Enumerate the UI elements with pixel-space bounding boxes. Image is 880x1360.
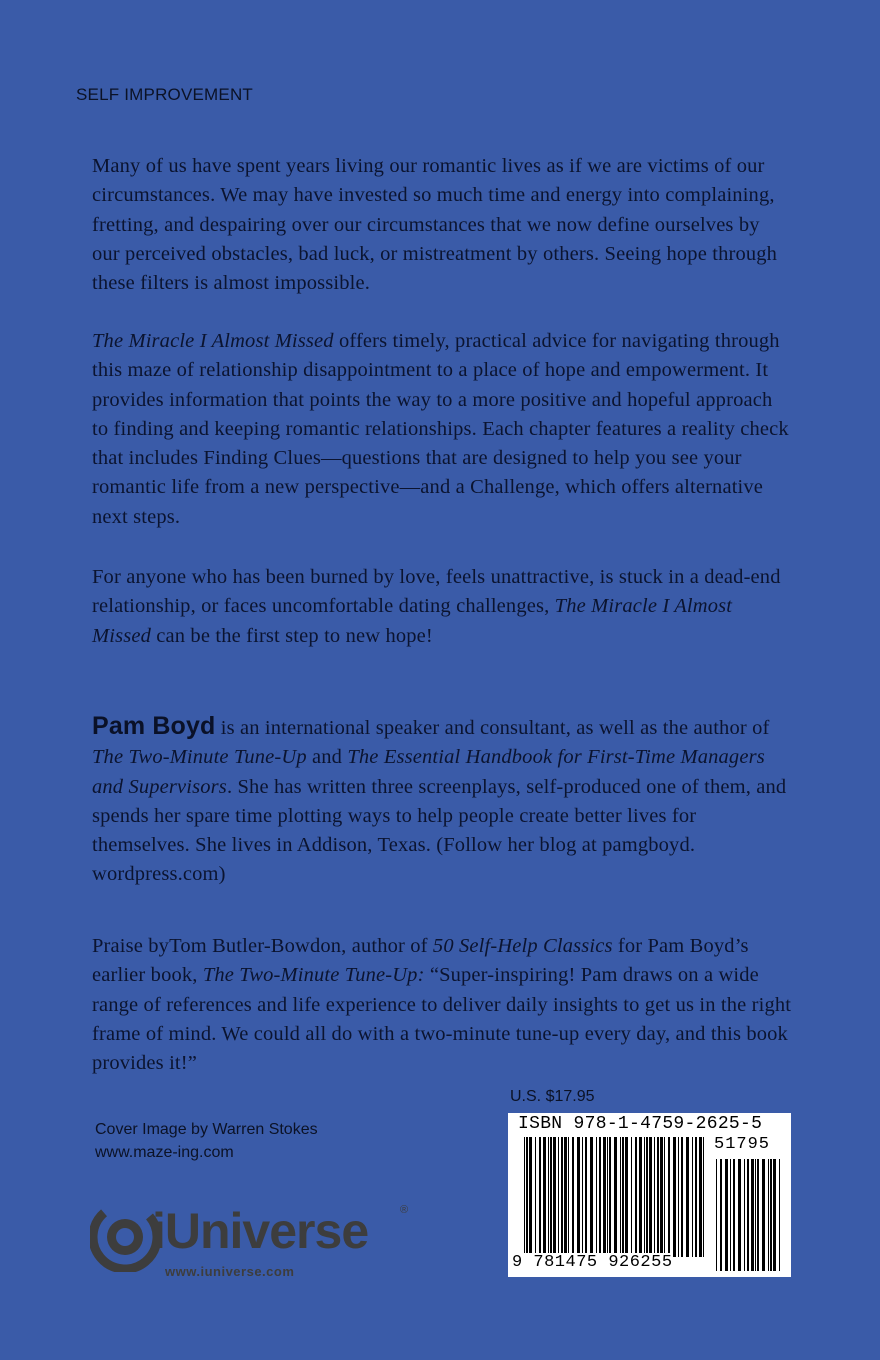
- barcode-bar: [733, 1159, 735, 1271]
- barcode-bar: [625, 1137, 628, 1257]
- cover-credit-url: www.maze-ing.com: [95, 1144, 234, 1161]
- barcode-bar: [590, 1137, 593, 1257]
- praise-book-1: 50 Self-Help Classics: [432, 935, 613, 957]
- bio-book-1: The Two-Minute Tune-Up: [92, 746, 307, 769]
- blurb-paragraph-1: Many of us have spent years living our romantic lives as if we are victims of our circumstances. We may have invested so much time and energy into complaining, fretting, and despairing over our circumstances that we now define ourselves by our perceived obstacles, bad luck, or mistreatment by others. Seeing hope through these filters is almost impossible.: [92, 155, 778, 295]
- registered-mark: ®: [400, 1204, 409, 1216]
- barcode-bar: [678, 1137, 679, 1257]
- barcode-bar: [757, 1159, 759, 1271]
- barcode-bar: [692, 1137, 693, 1257]
- barcode-bar: [649, 1137, 652, 1257]
- barcode-bar: [773, 1159, 776, 1271]
- barcode-bar: [725, 1159, 728, 1271]
- barcode-bar: [535, 1137, 536, 1257]
- barcode-bar: [550, 1137, 552, 1257]
- isbn-barcode: [508, 1113, 791, 1277]
- barcode-bar: [543, 1137, 546, 1257]
- bio-book-2: The Essential Handbook for First-Time Managers and Supervisors: [92, 746, 765, 798]
- addon-barcode-bars: [716, 1159, 784, 1271]
- barcode-bar: [751, 1159, 754, 1271]
- barcode-bar: [768, 1159, 769, 1271]
- barcode-bar: [596, 1137, 597, 1257]
- barcode-bar: [686, 1137, 689, 1257]
- barcode-bar: [770, 1159, 772, 1271]
- barcode-bar: [716, 1159, 717, 1271]
- isbn-number: ISBN 978-1-4759-2625-5: [518, 1114, 763, 1134]
- barcode-bar: [699, 1137, 702, 1257]
- blurb-paragraph-2: [92, 327, 792, 532]
- barcode-bar: [738, 1159, 741, 1271]
- cover-credit: [95, 1118, 318, 1164]
- bio-text: is an international speaker and consultant, as well as the author of: [215, 717, 770, 739]
- barcode-bar: [664, 1137, 665, 1257]
- ean-digits: 9 781475 926255: [512, 1253, 673, 1272]
- barcode-bar: [526, 1137, 528, 1257]
- bio-text: and: [306, 746, 348, 769]
- barcode-bar: [609, 1137, 611, 1257]
- praise-book-2: The Two-Minute Tune-Up:: [202, 964, 425, 987]
- barcode-bar: [644, 1137, 645, 1257]
- bio-text: . She has written three screenplays, self-produced one of them, and spends her spare time plotting ways to help people create better lives for themselves. She lives in Addison, Texas. (Follow her blog at pamgboyd. wordpress.com): [92, 775, 787, 886]
- barcode-bar: [539, 1137, 541, 1257]
- barcode-bar: [730, 1159, 731, 1271]
- blurb-text: For anyone who has been burned by love, feels unattractive, is stuck in a dead-end relationship, or faces uncomfortable dating challenges,: [92, 566, 781, 618]
- barcode-bar: [558, 1137, 559, 1257]
- price-label: U.S. $17.95: [510, 1088, 595, 1105]
- barcode-bar: [755, 1159, 756, 1271]
- cover-credit-line: Cover Image by Warren Stokes: [95, 1121, 318, 1138]
- ean-barcode-bars: [524, 1137, 704, 1257]
- book-title: The Miracle I Almost Missed: [92, 330, 334, 352]
- barcode-bar: [744, 1159, 745, 1271]
- barcode-bar: [631, 1137, 632, 1257]
- barcode-bar: [572, 1137, 574, 1257]
- barcode-bar: [639, 1137, 642, 1257]
- barcode-bar: [673, 1137, 676, 1257]
- barcode-bar: [646, 1137, 648, 1257]
- barcode-bar: [564, 1137, 567, 1257]
- author-bio: [92, 712, 792, 890]
- blurb-text: offers timely, practical advice for navigating through this maze of relationship disappointment to a place of hope and empowerment. It provides information that points the way to a more positive and hopeful approach to finding and keeping romantic relationships. Each chapter features a reality check that includes Finding Clues—questions that are designed to help you see your romantic life from a new perspective—and a Challenge, which offers alternative next steps.: [92, 330, 789, 528]
- barcode-bar: [568, 1137, 569, 1257]
- blurb-text: can be the first step to new hope!: [150, 624, 433, 647]
- barcode-bar: [607, 1137, 608, 1257]
- addon-digits: 51795: [714, 1135, 771, 1154]
- iuniverse-swirl-icon: [90, 1202, 160, 1272]
- barcode-bar: [622, 1137, 624, 1257]
- category-label: SELF IMPROVEMENT: [76, 85, 254, 104]
- barcode-bar: [660, 1137, 663, 1257]
- praise-quote: [92, 932, 792, 1078]
- barcode-bar: [762, 1159, 765, 1271]
- book-title: The Miracle I Almost Missed: [92, 595, 733, 647]
- publisher-name: iUniverse: [152, 1203, 369, 1259]
- barcode-bar: [561, 1137, 563, 1257]
- barcode-bar: [779, 1159, 780, 1271]
- barcode-bar: [654, 1137, 655, 1257]
- barcode-bar: [720, 1159, 722, 1271]
- praise-text: “Super-inspiring! Pam draws on a wide range of references and life experience to deliver daily insights to get us in the right frame of mind. We could all do with a two-minute tune-up every day, and this book provides it!”: [92, 964, 792, 1075]
- author-name: Pam Boyd: [92, 712, 216, 740]
- barcode-bar: [603, 1137, 606, 1257]
- barcode-bar: [681, 1137, 683, 1257]
- barcode-bar: [553, 1137, 556, 1257]
- barcode-bar: [582, 1137, 583, 1257]
- barcode-bar: [614, 1137, 617, 1257]
- praise-text: Praise byTom Butler-Bowdon, author of: [92, 935, 433, 957]
- barcode-bar: [620, 1137, 621, 1257]
- barcode-bar: [635, 1137, 637, 1257]
- publisher-logo: [90, 1198, 420, 1288]
- barcode-bar: [524, 1137, 525, 1257]
- barcode-bar: [548, 1137, 549, 1257]
- barcode-bar: [703, 1137, 704, 1257]
- barcode-bar: [657, 1137, 659, 1257]
- blurb-paragraph-3: [92, 563, 792, 651]
- barcode-bar: [747, 1159, 749, 1271]
- barcode-bar: [585, 1137, 587, 1257]
- barcode-bar: [529, 1137, 532, 1257]
- barcode-bar: [668, 1137, 670, 1257]
- barcode-bar: [599, 1137, 601, 1257]
- praise-text: for Pam Boyd’s earlier book,: [92, 935, 749, 987]
- publisher-url: www.iuniverse.com: [165, 1264, 295, 1279]
- barcode-bar: [695, 1137, 697, 1257]
- barcode-bar: [577, 1137, 580, 1257]
